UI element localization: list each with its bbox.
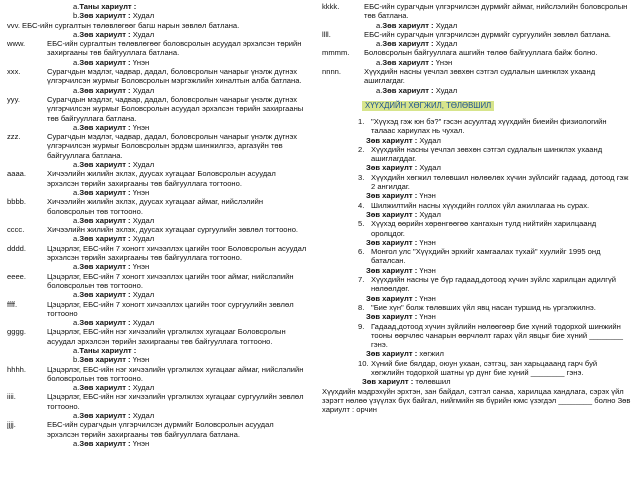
answer-label: Зөв хариулт : xyxy=(79,187,131,197)
answer-line xyxy=(7,318,307,327)
answer-line xyxy=(322,191,632,200)
answer-value: Худал xyxy=(130,215,155,225)
question-text: ЕБС-ийн сурагчдын үлгэрчилсэн дүрмийг аймаг, нийслэлийн боловсролын төв батлана. xyxy=(364,2,628,21)
question-number: kkkk. xyxy=(322,2,340,11)
question-item xyxy=(322,322,632,350)
answer-label: Зөв хариулт : xyxy=(79,160,131,170)
question-item xyxy=(322,173,632,192)
question-item xyxy=(7,95,307,123)
question-text: ЕБС-ийн сурагчдын үлгэрчилсэн дүрмийг сургуулийн зөвлөл батлана. xyxy=(364,29,611,39)
answer-value: Үнэн xyxy=(130,262,150,272)
answer-label: Зөв хариулт : xyxy=(366,265,418,275)
answer-line xyxy=(7,188,307,197)
question-number: 3. xyxy=(358,172,365,182)
question-number: mmmm. xyxy=(322,48,350,58)
question-text: Монгол улс "Хүүхдийн эрхийг хамгаалах тухай" хуулийг 1995 онд баталсан. xyxy=(371,247,601,266)
question-number: 9. xyxy=(358,321,365,331)
answer-label: Зөв хариулт : xyxy=(79,122,131,132)
answer-label: Зөв хариулт : xyxy=(79,234,131,244)
answer-marker: a. xyxy=(73,187,80,197)
answer-line xyxy=(322,266,632,275)
answer-value: Үнэн xyxy=(130,122,150,132)
answer-label: Зөв хариулт : xyxy=(366,191,418,201)
question-number: iiii. xyxy=(7,392,16,402)
answer-marker: a. xyxy=(73,318,80,328)
answer-line xyxy=(7,439,307,448)
question-number: ffff. xyxy=(7,299,18,309)
left-column xyxy=(7,2,307,448)
question-text: Сурагчдын мэдлэг, чадвар, дадал, боловсролын чанарыг үнэлж дүгнэх үлгэрчилсэн журмыг Боловсролын асуудал эрхэлсэн төрийн захиргааны төв байгууллага батлана. xyxy=(47,94,304,123)
answer-line xyxy=(7,290,307,299)
question-number: llll. xyxy=(322,29,331,39)
answer-value: Худал xyxy=(433,85,458,95)
answer-label: Зөв хариулт : xyxy=(79,318,131,328)
question-item xyxy=(7,300,307,319)
question-text: Хүүхдийн насны үе бүр гадаад,дотоод хүчин зүйлс харилцан адилгүй нөлөөлдөг. xyxy=(371,275,616,294)
question-item xyxy=(7,365,307,384)
paragraph-text: Хүүхдийн мэдрэхүйн эрхтэн, зан байдал, сэтгэл санаа, харилцаа хандлага, сэрэх үйл зэрэгт нөлөө үзүүлэх бүх байгал, нийгмийн яв бүрийн юмс үзэгдэл ________ болно Зөв хариулт : орчин xyxy=(322,386,631,415)
question-item xyxy=(7,272,307,291)
question-text: Цэцэрлэг, ЕБС-ийн 7 хоногт хичээллэх цагийн тоог аймаг, нийслэлийн боловсролын төв тогтооно. xyxy=(47,271,294,290)
question-text: Хүүхэд өөрийн хөрөнгөөгөө хангахын тулд нийтийн харилцаанд оролцдог. xyxy=(371,219,597,238)
answer-line xyxy=(7,123,307,132)
question-text: Хүний бие бялдар, оюун ухаан, сэтгэц, зан харьцааанд гарч буй хөгжлийн тодорхой шатны үр дүнг бие хүний ________ гэнэ. xyxy=(371,358,598,377)
question-number: gggg. xyxy=(7,327,27,337)
question-text: Цэцэрлэг, ЕБС-ийн 7 хоногт хичээллэх цагийн тоог Боловсролын асуудал эрхэлсэн төрийн захиргааны төв байгууллага тогтооно. xyxy=(47,243,307,263)
answer-value: Үнэн xyxy=(130,187,150,197)
answer-marker: a. xyxy=(73,215,80,225)
answer-line xyxy=(7,234,307,243)
answer-value: Худал xyxy=(130,234,155,244)
answer-value: Үнэн xyxy=(417,191,436,201)
answer-line xyxy=(322,294,632,303)
question-item xyxy=(7,392,307,411)
question-number: jjjj. xyxy=(7,420,16,430)
answer-value: хөгжил xyxy=(417,349,444,359)
answer-value: Худал xyxy=(130,85,155,95)
answer-marker: a. xyxy=(73,122,80,132)
answer-label: Таны хариулт : xyxy=(79,345,137,355)
question-text: "Хүүхэд гэж юн бэ?" гэсэн асуултад хүүхдийн биеийн физиологийн талаас хариулах нь чухал. xyxy=(371,116,607,136)
answer-label: Зөв хариулт : xyxy=(79,262,131,272)
question-item xyxy=(322,117,632,136)
statement-text: vvv. ЕБС-ийн сургалтын төлөвлөгөөг багш нарын зөвлөл батлана. xyxy=(7,20,240,30)
question-text: Сурагчдын мэдлэг, чадвар, дадал, боловсролын чанарыг үнэлж дүгнэх үлгэрчилсэн журмыг Боловсролын эрдэм шинжилгээ, аргазүйн төв байгууллага батлана. xyxy=(47,132,298,160)
answer-line xyxy=(7,355,307,364)
answer-label: Зөв хариулт : xyxy=(366,349,418,359)
question-text: Цэцэрлэг, ЕБС-ийн нэг хичээлийн үргэлжлэх хугацааг аймаг, нийслэлийн боловсролын төв тогтооно. xyxy=(47,364,304,383)
question-number: 4. xyxy=(358,200,365,210)
question-number: dddd. xyxy=(7,243,27,253)
statement-line xyxy=(7,21,307,30)
answer-line xyxy=(322,238,632,247)
question-number: 7. xyxy=(358,275,365,285)
right-column xyxy=(322,2,632,414)
question-item xyxy=(322,145,632,164)
answer-value: Худал xyxy=(130,318,155,328)
answer-marker: a. xyxy=(73,438,80,448)
question-item xyxy=(322,2,632,21)
question-number: 2. xyxy=(358,144,365,154)
answer-label: Зөв хариулт : xyxy=(366,293,418,303)
answer-value: Худал xyxy=(130,290,155,300)
answer-marker: a. xyxy=(376,20,383,30)
answer-line xyxy=(7,216,307,225)
question-item xyxy=(7,197,307,216)
question-item xyxy=(322,30,632,39)
question-number: 5. xyxy=(358,219,365,229)
question-text: Сурагчдын мэдлэг, чадвар, дадал, боловсролын чанарыг үнэлж дүгнэх үлгэрчилсэн журмыг Боловсролын мэргэжлийн хиналтын алба батлана. xyxy=(47,67,302,86)
question-text: Цэцэрлэг, ЕБС-ийн нэг хичээлийн үргэлжлэх хугацааг сургуулийн зөвлөл тогтооно. xyxy=(47,392,304,411)
answer-label: Зөв хариулт : xyxy=(79,355,131,365)
answer-line xyxy=(7,11,307,20)
answer-line xyxy=(322,377,632,386)
answer-label: Зөв хариулт : xyxy=(79,57,131,67)
answer-label: Зөв хариулт : xyxy=(382,57,434,67)
answer-marker: a. xyxy=(73,290,80,300)
answer-line xyxy=(322,349,632,358)
answer-marker: a. xyxy=(376,85,383,95)
answer-line xyxy=(7,346,307,355)
answer-label: Зөв хариулт : xyxy=(382,20,434,30)
question-text: ЕБС-ийн сурагчдын үлгэрчилсэн дүрмийг Боловсролын асуудал эрхэлсэн төрийн захиргааны төв байгууллага батлана. xyxy=(47,420,274,439)
question-text: Хүүхдийн насны үечлэл зөвхөн сэтгэл судлалын шинжлэх ухаанд ашиглагдаг. xyxy=(364,67,596,86)
answer-line xyxy=(7,86,307,95)
question-number: www. xyxy=(7,39,26,49)
answer-value: Худал xyxy=(130,160,155,170)
answer-value: Худал xyxy=(417,209,441,219)
answer-line xyxy=(7,262,307,271)
answer-marker: a. xyxy=(376,39,383,49)
answer-line xyxy=(7,160,307,169)
answer-value: Үнэн xyxy=(417,237,436,247)
question-text: Хичээлийн жилийн эхлэх, дуусах хугацааг Боловсролын асуудал эрхэлсэн төрийн захиргааны төв байгууллага тогтооно. xyxy=(47,169,276,188)
answer-line xyxy=(7,383,307,392)
question-item xyxy=(7,327,307,346)
answer-value: Худал xyxy=(130,411,155,421)
answer-label: Зөв хариулт : xyxy=(79,438,131,448)
question-text: Гадаад,дотоод хүчин зүйлийн нөлөөгөөр бие хүний тодорхой шинжийн тооны өөрчлөс чанарын өөрчлөлт гарах үйл явцыг бие хүний ________ гэнэ. xyxy=(371,321,624,350)
question-number: nnnn. xyxy=(322,67,342,77)
answer-label: Зөв хариулт : xyxy=(366,209,418,219)
answer-label: Зөв хариулт : xyxy=(366,135,418,145)
answer-marker: b. xyxy=(73,355,80,365)
question-item xyxy=(7,39,307,58)
answer-marker: a. xyxy=(73,57,80,67)
answer-label: Таны хариулт : xyxy=(79,2,137,11)
answer-label: Зөв хариулт : xyxy=(79,383,131,393)
question-item xyxy=(322,219,632,238)
question-number: 10. xyxy=(358,358,369,368)
question-number: hhhh. xyxy=(7,364,27,374)
section-heading: ХҮҮХДИЙН ХӨГЖИЛ, ТӨЛӨВШИЛ xyxy=(362,101,494,111)
answer-line xyxy=(322,86,632,95)
question-number: xxx. xyxy=(7,67,21,77)
question-text: Хичээлийн жилийн эхлэх, дуусах хугацааг сургуулийн зөвлөл тогтооно. xyxy=(47,225,299,235)
answer-marker: a. xyxy=(73,85,80,95)
answer-line xyxy=(322,21,632,30)
answer-marker: a. xyxy=(73,29,80,39)
answer-label: Зөв хариулт : xyxy=(79,411,131,421)
answer-label: Зөв хариулт : xyxy=(362,377,414,387)
answer-label: Зөв хариулт : xyxy=(79,29,131,39)
answer-value: төлөвшил xyxy=(413,377,451,387)
answer-value: Худал xyxy=(417,135,441,145)
answer-marker: b. xyxy=(73,11,80,21)
answer-line xyxy=(322,39,632,48)
question-text: Шилжилтийн насны хүүхдийн голлох үйл ажиллагаа нь сурах. xyxy=(371,200,590,210)
answer-value: Үнэн xyxy=(130,438,150,448)
answer-label: Зөв хариулт : xyxy=(79,85,131,95)
question-item xyxy=(322,303,632,312)
answer-value: Худал xyxy=(433,39,458,49)
answer-value: Худал xyxy=(417,163,441,173)
question-item xyxy=(7,132,307,160)
question-number: aaaa. xyxy=(7,169,27,179)
answer-label: Зөв хариулт : xyxy=(79,215,131,225)
section-heading-wrap xyxy=(322,95,632,117)
question-number: bbbb. xyxy=(7,197,27,207)
question-text: "Бие хүн" болж төлөвших үйл явц насан туршид нь үргэлжилнэ. xyxy=(371,302,596,312)
answer-line xyxy=(322,163,632,172)
answer-line xyxy=(7,2,307,11)
question-text: Хичээлийн жилийн эхлэх, дуусах хугацааг аймаг, нийслэлийн боловсролын төв тогтооно. xyxy=(47,197,264,216)
answer-value: Худал xyxy=(433,20,458,30)
question-item xyxy=(7,169,307,188)
answer-value: Үнэн xyxy=(433,57,453,67)
answer-line xyxy=(7,30,307,39)
question-item xyxy=(322,275,632,294)
answer-marker: a. xyxy=(73,160,80,170)
answer-marker: a. xyxy=(73,2,80,11)
answer-line xyxy=(7,411,307,420)
answer-line xyxy=(322,210,632,219)
question-number: cccc. xyxy=(7,225,25,235)
question-item xyxy=(7,225,307,234)
question-text: Боловсролын байгууллага ашгийн төлөө байгууллага байж болно. xyxy=(364,48,598,58)
question-number: eeee. xyxy=(7,271,27,281)
answer-marker: a. xyxy=(376,57,383,67)
answer-line xyxy=(322,312,632,321)
question-number: yyy. xyxy=(7,94,20,104)
answer-value: Худал xyxy=(130,29,155,39)
question-number: 8. xyxy=(358,302,365,312)
answer-value: Үнэн xyxy=(417,312,436,322)
closing-paragraph xyxy=(322,387,632,415)
question-item xyxy=(322,247,632,266)
answer-marker: a. xyxy=(73,345,80,355)
answer-label: Зөв хариулт : xyxy=(382,39,434,49)
answer-marker: a. xyxy=(73,383,80,393)
question-number: zzz. xyxy=(7,132,21,142)
answer-line xyxy=(322,58,632,67)
answer-marker: a. xyxy=(73,262,80,272)
answer-label: Зөв хариулт : xyxy=(366,312,418,322)
question-item xyxy=(322,67,632,86)
answer-label: Зөв хариулт : xyxy=(366,163,418,173)
answer-marker: a. xyxy=(73,411,80,421)
answer-line xyxy=(7,58,307,67)
question-number: 6. xyxy=(358,247,365,257)
answer-marker: a. xyxy=(73,234,80,244)
answer-value: Үнэн xyxy=(417,293,436,303)
answer-label: Зөв хариулт : xyxy=(79,11,131,21)
answer-label: Зөв хариулт : xyxy=(366,237,418,247)
question-text: Цэцэрлэг, ЕБС-ийн нэг хичээлийн үргэлжлэх хугацааг Боловсролын асуудал эрхэлсэн төрийн захиргааны төв байгууллага тогтооно. xyxy=(47,327,286,346)
question-text: Хүүхдийн насны үечлэл зөвхөн сэтгэл судлалын шинжлэх ухаанд ашиглагддаг. xyxy=(371,144,603,164)
answer-line xyxy=(322,136,632,145)
question-item xyxy=(322,48,632,57)
question-item xyxy=(7,420,307,439)
question-number: 1. xyxy=(358,116,365,126)
answer-value: Үнэн xyxy=(130,57,150,67)
question-item xyxy=(7,67,307,86)
answer-value: Үнэн xyxy=(417,265,436,275)
question-text: Цэцэрлэг, ЕБС-ийн 7 хоногт хичээллэх цагийн тоог сургуулийн зөвлөл тогтооно xyxy=(47,299,294,318)
question-text: ЕБС-ийн сургалтын төлөвлөгөөг боловсролын асуудал эрхэлсэн төрийн захиргааны төв байгууллага батлана. xyxy=(47,39,302,58)
question-item xyxy=(322,201,632,210)
answer-value: Худал xyxy=(130,383,155,393)
question-item xyxy=(322,359,632,378)
answer-label: Зөв хариулт : xyxy=(382,85,434,95)
answer-label: Зөв хариулт : xyxy=(79,290,131,300)
question-item xyxy=(7,244,307,263)
answer-value: Үнэн xyxy=(130,355,150,365)
answer-value: Худал xyxy=(130,11,155,21)
question-text: Хүүхдийн хөгжил төлөвшил нөлөөлөх хүчин зүйлсийг гадаад, дотоод гэж 2 ангилдаг. xyxy=(371,172,629,192)
